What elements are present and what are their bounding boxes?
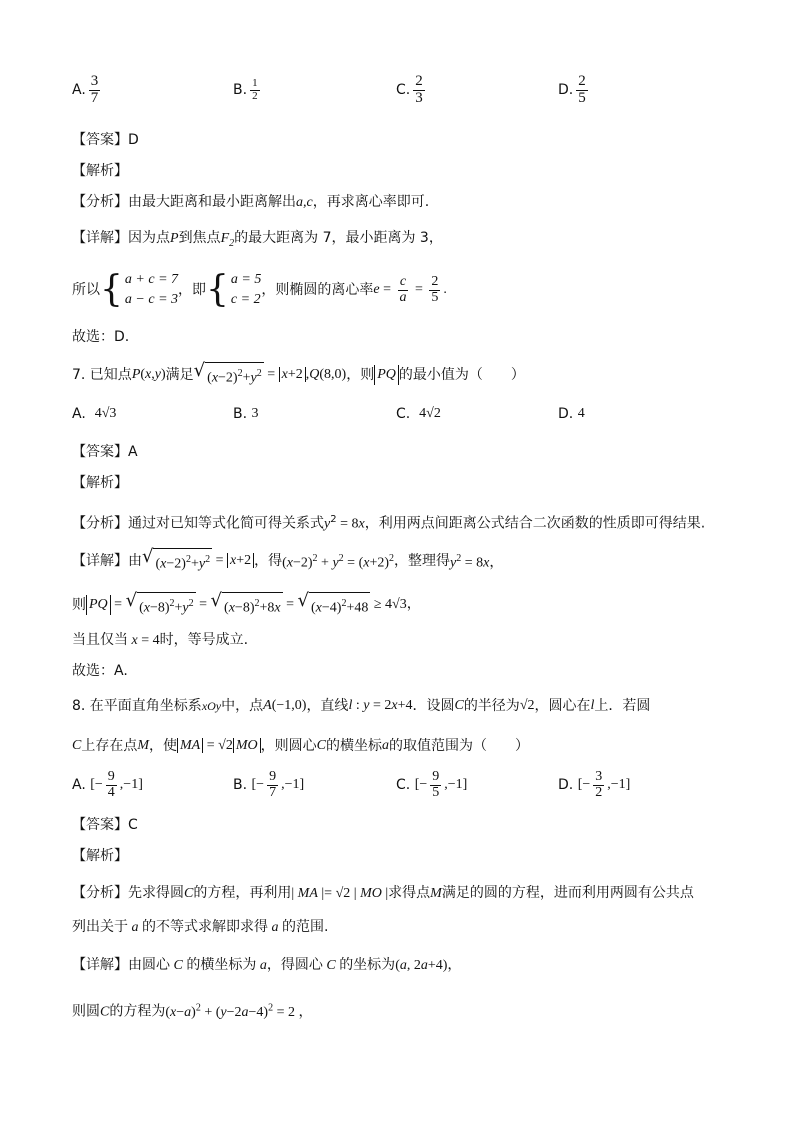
q6-conclusion: 故选：D.	[72, 329, 130, 345]
q6-fenxi: 【分析】由最大距离和最小距离解出a,c，再求离心率即可.	[72, 194, 430, 210]
q6-xiangjie: 【详解】因为点P到焦点$F_2$的最大距离为 7，最小距离为 3，	[72, 230, 443, 249]
q8-fenxi-2: 列出关于 a 的不等式求解即求得 a 的范围.	[72, 919, 329, 935]
q8-fenxi: 【分析】先求得圆C的方程，再利用| MA |= √2 | MO |求得点M满足的圆的方程，进而利用两圆有公共点	[72, 885, 694, 901]
q7-answer: 【答案】A	[72, 444, 138, 460]
q7-analysis-heading: 【解析】	[72, 475, 128, 491]
q8-stem-2: C 上存在点 M ，使 MA = √2 MO ，则圆心 C 的横坐标 a 的取值范围为（ ）	[72, 738, 529, 754]
q8-answer: 【答案】C	[72, 817, 138, 833]
equation-system: { a + c = 7 a − c = 3	[100, 269, 179, 310]
q7-option-a: A. 4√3	[72, 406, 117, 422]
q6-option-a: A. $\frac{3}{7}$	[72, 73, 99, 106]
q6-option-b: B. $\frac{1}{2}$	[233, 77, 258, 102]
q7-option-b: B. 3	[233, 406, 259, 422]
q8-option-c: C. [− $\frac{9}{5}$ ,−1]	[396, 769, 468, 800]
q7-option-d: D. 4	[558, 406, 585, 422]
q6-option-c: C. $\frac{2}{3}$	[396, 73, 423, 106]
q7-fenxi: 【分析】通过对已知等式化简可得关系式$y^2 = 8x$，利用两点间距离公式结合二次函数的性质即可得结果.	[72, 514, 706, 532]
q8-circle-equation: 则圆C的方程为$(x-a)^2 + (y-2a-4)^2 = 2$ ，	[72, 1002, 313, 1020]
q8-option-d: D. [− $\frac{3}{2}$ ,−1]	[558, 769, 631, 800]
q8-xiangjie: 【详解】由圆心 C 的横坐标为 a，得圆心 C 的坐标为(a, 2a+4)，	[72, 957, 462, 973]
equation-system: { a = 5 c = 2	[206, 269, 262, 310]
q8-option-b: B. [− $\frac{9}{7}$ ,−1]	[233, 769, 305, 800]
fraction: $\frac{3}{7}$	[90, 73, 99, 106]
q8-analysis-heading: 【解析】	[72, 848, 128, 864]
fraction: $\frac{1}{2}$	[252, 77, 258, 102]
q7-equality: 当且仅当 x = 4时，等号成立.	[72, 632, 249, 648]
q7-stem: 7. 已知点 P(x,y) 满足 √ $(x-2)^2+y^2$ = x+2 ,Q(8,0) ，则 PQ 的最小值为（ ）	[72, 362, 734, 389]
q7-conclusion: 故选：A.	[72, 663, 128, 679]
q8-stem: 8. 在平面直角坐标系 xOy 中，点 A(−1,0) ，直线 l : y = 2x+4 ．设圆 C 的半径为 √2 ，圆心在 l 上．若圆	[72, 698, 651, 714]
q8-option-a: A. [− $\frac{9}{4}$ ,−1]	[72, 769, 143, 800]
q7-xiangjie: 【详解】由 √ $(x-2)^2+y^2$ = x+2 ，得 $(x-2)^2 + y^2 = (x+2)^2$ ，整理得 $y^2 = 8x$，	[72, 548, 734, 575]
q6-answer: 【答案】D	[72, 132, 139, 148]
fraction: $\frac{2}{5}$	[578, 73, 586, 106]
fraction: $\frac{2}{3}$	[415, 73, 423, 106]
q7-option-c: C. 4√2	[396, 406, 441, 422]
q6-system: 所以 { a + c = 7 a − c = 3 ，即 { a = 5 c = 2 ，则椭圆的离心率 e = $\frac{c}{a}$ = $\frac{2}{5}$ .	[72, 269, 447, 310]
q6-option-d: D. $\frac{2}{5}$	[558, 73, 586, 106]
q7-distance: 则 PQ = √ $(x-8)^2+y^2$ = √ $(x-8)^2+8x$ = √ $(x-4)^2+48$ ≥ 4√3，	[72, 592, 734, 619]
q6-analysis-heading: 【解析】	[72, 163, 128, 179]
